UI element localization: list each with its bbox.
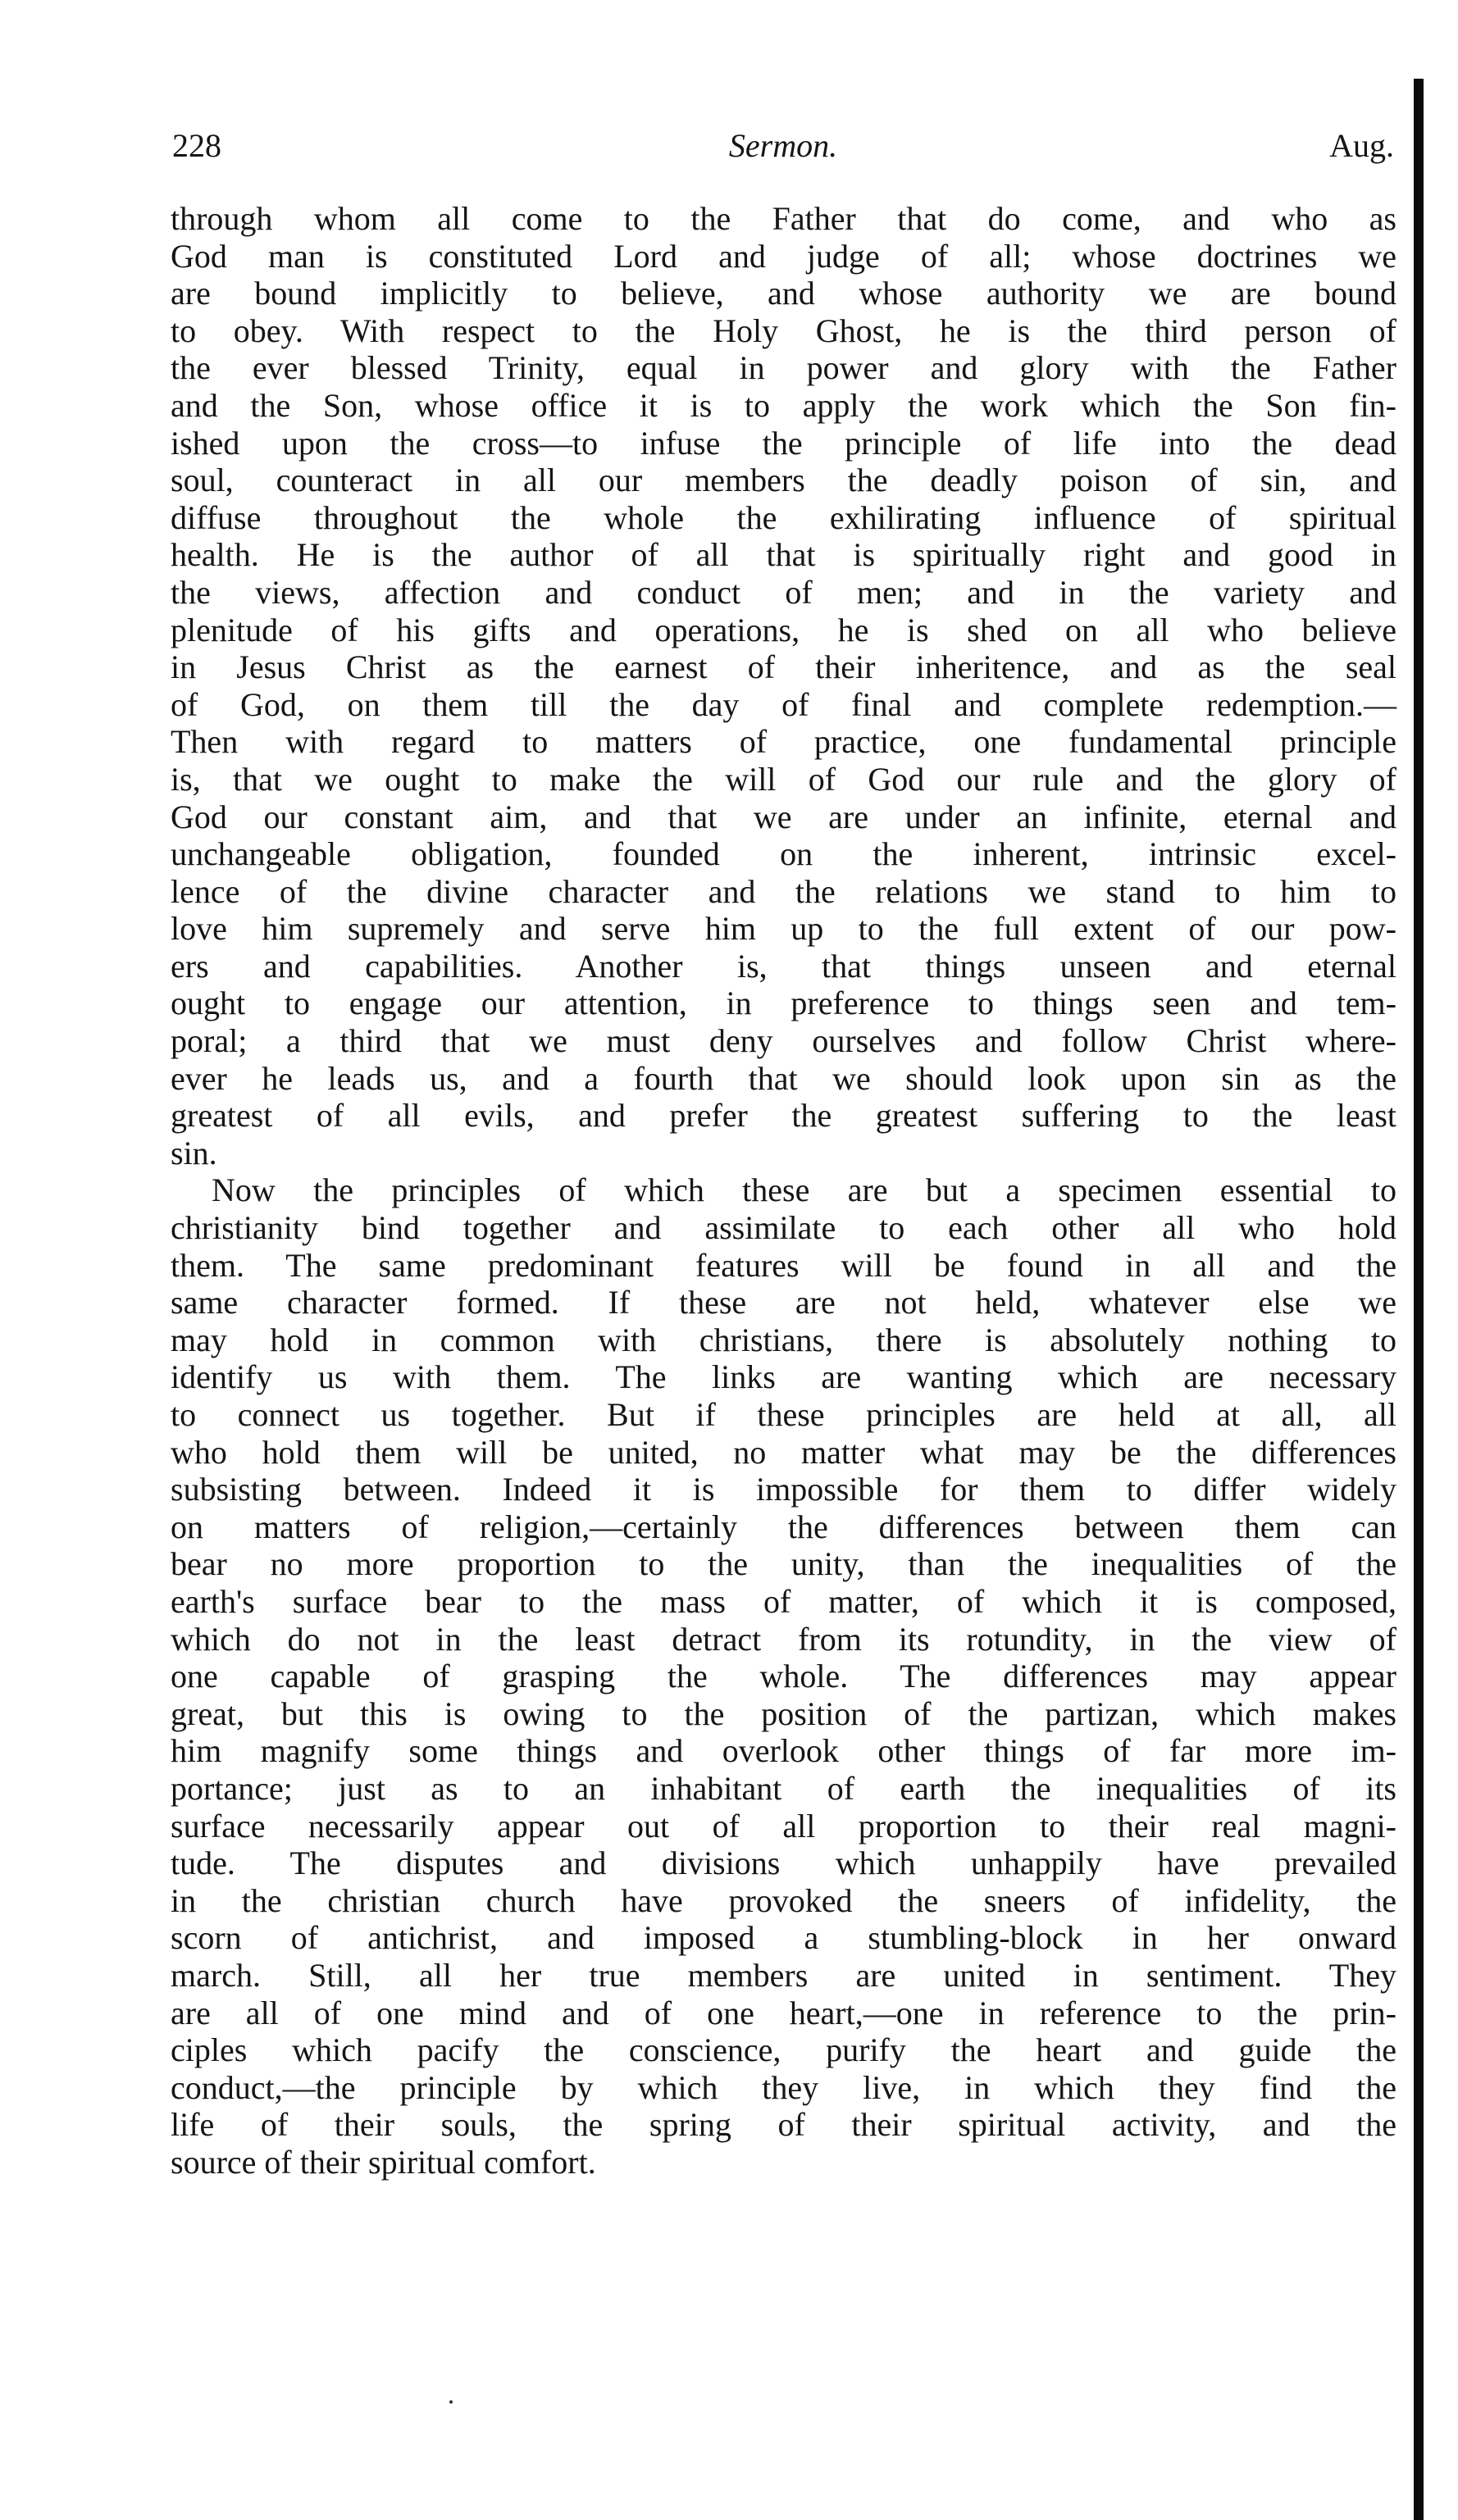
running-title: Sermon. — [728, 127, 838, 164]
text-line: are bound implicitly to believe, and whose authority we are bound — [171, 275, 1396, 312]
text-line: diffuse throughout the whole the exhilirating influence of spiritual — [171, 498, 1396, 536]
text-line: of God, on them till the day of final and complete redemption.— — [171, 685, 1396, 723]
text-line: Then with regard to matters of practice, one fundamental principle — [171, 723, 1396, 761]
text-line: identify us with them. The links are wanting which are necessary — [171, 1358, 1396, 1396]
sermon-text-block — [171, 200, 1396, 2181]
text-line: God our constant aim, and that we are under an infinite, eternal and — [171, 798, 1396, 835]
text-line: in the christian church have provoked the sneers of infidelity, the — [171, 1881, 1396, 1919]
text-line: great, but this is owing to the position of the partizan, which makes — [171, 1694, 1396, 1732]
text-line: the views, affection and conduct of men; and in the variety and — [171, 573, 1396, 611]
page-number: 228 — [172, 127, 221, 164]
text-line: life of their souls, the spring of their spiritual activity, and the — [171, 2106, 1396, 2144]
text-line: Now the principles of which these are but a specimen essential to — [212, 1171, 1396, 1209]
text-line: source of their spiritual comfort. — [171, 2143, 596, 2181]
text-line: greatest of all evils, and prefer the greatest suffering to the least — [171, 1097, 1396, 1135]
running-head-month: Aug. — [1329, 127, 1394, 164]
page-edge-shadow — [1414, 79, 1424, 2520]
text-line: earth's surface bear to the mass of matter, of which it is composed, — [171, 1582, 1396, 1620]
text-line: portance; just as to an inhabitant of earth the inequalities of its — [171, 1769, 1396, 1807]
text-line: unchangeable obligation, founded on the inherent, intrinsic excel- — [171, 835, 1396, 873]
paragraph-1 — [171, 200, 1396, 1171]
text-line: ever he leads us, and a fourth that we should look upon sin as the — [171, 1059, 1396, 1097]
text-line: the ever blessed Trinity, equal in power and glory with the Father — [171, 349, 1396, 387]
text-line: bear no more proportion to the unity, than the inequalities of the — [171, 1545, 1396, 1583]
text-line: one capable of grasping the whole. The differences may appear — [171, 1658, 1396, 1695]
text-line: sin. — [171, 1134, 217, 1171]
text-line: in Jesus Christ as the earnest of their inheritence, and as the seal — [171, 648, 1396, 686]
paragraph-2 — [171, 1171, 1396, 2181]
text-line: soul, counteract in all our members the deadly poison of sin, and — [171, 462, 1396, 499]
text-line: subsisting between. Indeed it is impossible for them to differ widely — [171, 1471, 1396, 1508]
text-line: may hold in common with christians, there is absolutely nothing to — [171, 1321, 1396, 1358]
text-line: poral; a third that we must deny ourselves and follow Christ where- — [171, 1022, 1396, 1060]
text-line: which do not in the least detract from its rotundity, in the view of — [171, 1620, 1396, 1658]
text-line: tude. The disputes and divisions which unhappily have prevailed — [171, 1845, 1396, 1882]
text-line: and the Son, whose office it is to apply the work which the Son fin- — [171, 386, 1396, 424]
text-line: ers and capabilities. Another is, that things unseen and eternal — [171, 947, 1396, 985]
text-line: on matters of religion,—certainly the differences between them can — [171, 1508, 1396, 1545]
text-line: him magnify some things and overlook other things of far more im- — [171, 1732, 1396, 1770]
running-head — [172, 121, 1394, 171]
text-line: christianity bind together and assimilate to each other all who hold — [171, 1209, 1396, 1247]
text-line: God man is constituted Lord and judge of all; whose doctrines we — [171, 237, 1396, 275]
text-line: conduct,—the principle by which they live, in which they find the — [171, 2068, 1396, 2106]
text-line: lence of the divine character and the relations we stand to him to — [171, 872, 1396, 910]
text-line: health. He is the author of all that is spiritually right and good in — [171, 536, 1396, 574]
text-line: through whom all come to the Father that do come, and who as — [171, 200, 1396, 237]
text-line: surface necessarily appear out of all proportion to their real magni- — [171, 1807, 1396, 1845]
text-line: plenitude of his gifts and operations, he is shed on all who believe — [171, 611, 1396, 648]
text-line: ished upon the cross—to infuse the principle of life into the dead — [171, 424, 1396, 462]
text-line: them. The same predominant features will be found in all and the — [171, 1246, 1396, 1284]
text-line: who hold them will be united, no matter what may be the differences — [171, 1433, 1396, 1471]
text-line: ciples which pacify the conscience, purify the heart and guide the — [171, 2031, 1396, 2069]
page-speck — [449, 2400, 453, 2404]
text-line: to connect us together. But if these principles are held at all, all — [171, 1396, 1396, 1433]
text-line: ought to engage our attention, in preference to things seen and tem- — [171, 985, 1396, 1022]
text-line: same character formed. If these are not held, whatever else we — [171, 1284, 1396, 1321]
text-line: to obey. With respect to the Holy Ghost, he is the third person of — [171, 312, 1396, 349]
text-line: is, that we ought to make the will of God our rule and the glory of — [171, 760, 1396, 798]
text-line: march. Still, all her true members are united in sentiment. They — [171, 1956, 1396, 1994]
text-line: love him supremely and serve him up to the full extent of our pow- — [171, 910, 1396, 948]
text-line: are all of one mind and of one heart,—one in reference to the prin- — [171, 1994, 1396, 2031]
text-line: scorn of antichrist, and imposed a stumbling-block in her onward — [171, 1919, 1396, 1957]
